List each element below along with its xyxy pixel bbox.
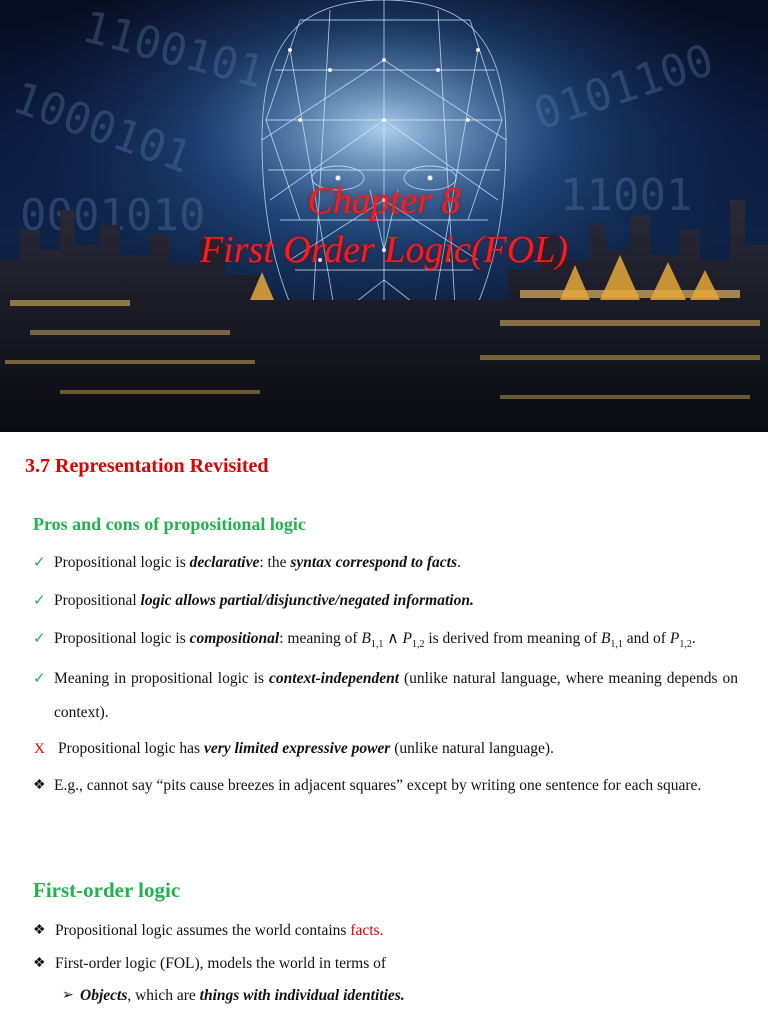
emphasis: things with individual identities. [199,987,405,1004]
svg-text:11001: 11001 [560,170,693,221]
text: Propositional [54,592,141,609]
emphasis: very limited expressive power [203,740,391,757]
text: and of [622,630,670,647]
emphasis: compositional [189,630,280,647]
check-mark-icon: ✓ [33,631,46,647]
text: Propositional logic is [54,630,190,647]
text: : the [259,554,291,571]
bullet-objects [80,981,405,1011]
chapter-title-line2: First Order Logic(FOL) [199,229,569,271]
bullet-example [54,769,738,803]
symbol-b: B [600,630,611,647]
symbol-p: P [669,630,680,647]
diamond-bullet-icon: ❖ [33,956,46,971]
text: Propositional logic is [54,554,190,571]
check-mark-icon: ✓ [33,555,46,571]
text: Propositional logic assumes the world contains [55,922,351,939]
emphasis: Objects [80,987,128,1004]
bullet-context-independent [54,662,738,730]
emphasis: logic allows partial/disjunctive/negated information. [140,592,474,609]
text: Propositional logic has [58,740,204,757]
text: . [691,630,696,647]
emphasis: syntax correspond to facts [290,554,457,571]
text: is derived from meaning of [424,630,601,647]
bullet-facts [55,914,739,948]
bullet-partial-info [54,584,738,618]
symbol-p: P [402,630,412,647]
emphasis: declarative [189,554,260,571]
text: E.g., cannot say “pits cause breezes in adjacent squares” except by writing one sentence for each square. [54,777,702,794]
text: (unlike natural language, where meaning depends on context). [54,670,738,721]
pros-cons-heading: Pros and cons of propositional logic [33,514,306,534]
subscript: 1,2 [679,639,692,651]
svg-text:1100101: 1100101 [77,1,270,99]
check-mark-icon: ✓ [33,671,46,687]
bullet-declarative [54,546,738,580]
title-banner [0,0,768,432]
text: (unlike natural language). [390,740,554,757]
text: Meaning in propositional logic is [54,670,270,687]
text: , which are [127,987,200,1004]
emphasis: context-independent [269,670,400,687]
and-symbol: ∧ [383,630,403,647]
text: : meaning of [279,630,362,647]
subscript: 1,1 [610,639,623,651]
diamond-bullet-icon: ❖ [33,923,46,938]
cross-mark-icon: X [34,741,45,757]
bullet-compositional [54,622,738,662]
arrow-bullet-icon: ➢ [62,988,74,1003]
text: First-order logic (FOL), models the world in terms of [55,955,387,972]
svg-text:1000101: 1000101 [6,72,198,184]
chapter-title-line1: Chapter 8 [307,180,461,222]
symbol-b: B [361,630,371,647]
text: . [456,554,461,571]
subscript: 1,2 [411,639,425,651]
diamond-bullet-icon: ❖ [33,778,46,793]
subscript: 1,1 [370,639,384,651]
svg-text:0101100: 0101100 [527,34,720,141]
bullet-limited-power [58,732,738,766]
svg-text:0001010: 0001010 [20,190,206,241]
fol-heading: First-order logic [33,878,181,902]
section-title: 3.7 Representation Revisited [25,455,269,477]
bullet-fol-models [55,947,739,981]
check-mark-icon: ✓ [33,593,46,609]
facts-highlight: facts. [350,922,384,939]
